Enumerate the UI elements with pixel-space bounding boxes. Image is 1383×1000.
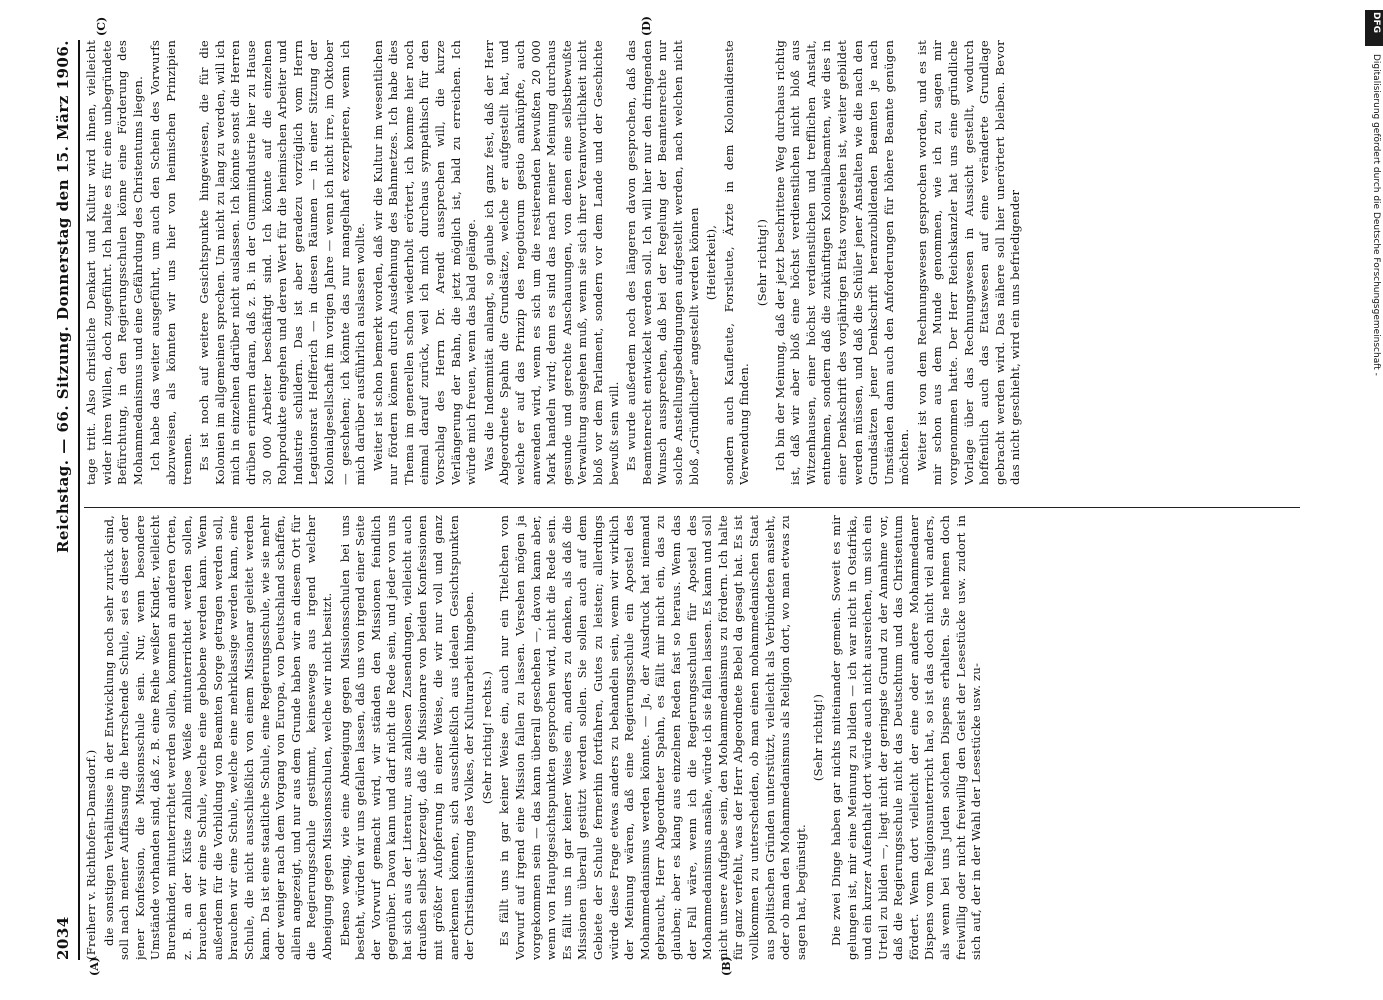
digitization-note xyxy=(1365,10,1383,990)
paragraph: sondern auch Kaufleute, Forstleute, Ärzte in dem Kolonialdienste Verwendung finden. xyxy=(721,40,752,485)
paragraph: Es fällt uns in gar keiner Weise ein, auch nur ein Titelchen von Vorwurf auf irgend eine Mission fallen zu lassen. Versehen mögen ja vorgekommen sein — das kann überall geschehen —, davon kann aber, wenn von Hauptgesichtspunkten gesprochen wird, nicht die Rede sein. Es fällt uns in gar keiner Weise ein, anders zu denken, als daß die Missionen überall gestützt werden sollen. Sie sollen auch auf dem Gebiete der Schule fernerhin fortfahren, Gutes zu leisten; allerdings würde diese Frage etwas anders zu behandeln sein, wenn wir wirklich der Meinung wären, daß eine Regierungsschule ein Apostel des Mohammedanismus werden könnte. — Ja, der Ausdruck hat niemand gebraucht, Herr Abgeordneter Spahn, es fällt mir nicht ein, das zu glauben; aber es klang aus einzelnen Reden fast so heraus. Wenn das der Fall wäre, wenn ich die Regierungsschulen für Apostel des Mohammedanismus ansähe, würde ich sie fallen lassen. Es kann und soll nicht unsere Aufgabe sein, den Mohammedanismus zu fördern. Ich halte für ganz verfehlt, was der Herr Abgeordnete Bebel da gesagt hat. Es ist vollkommen zu unterscheiden, ob man einen mohammedanischen Staat aus politischen Gründen unterstützt, vielleicht als Verbündeten ansieht, oder ob man den Mohammedanismus als Religion dort, wo man etwas zu sagen hat, begünstigt. xyxy=(497,515,808,960)
page-number: 2034 xyxy=(54,916,72,960)
margin-marker-a: (A) xyxy=(88,957,101,976)
interjection: (Sehr richtig!) xyxy=(754,218,769,307)
speaker-line: (Freiherr v. Richthofen-Damsdorf.) xyxy=(84,749,98,960)
paragraph: die sonstigen Verhältnisse in der Entwicklung noch sehr zurück sind, soll nach meiner Auffassung die herrschende Schule, sei es dieser oder jener Konfession, die Missionsschule sein. Nur, wenn besondere Umstände vorhanden sind, daß z. B. eine Reihe weißer Kinder, vielleicht Burenkinder, mitunterrichtet werden sollen, kommen an anderen Orten, z. B. an der Küste zahllose Weiße mitunterrichtet werden sollen, brauchen wir eine Schule, welche eine gehobene werden kann. Wenn außerdem für die Vorbildung von Beamten Sorge getragen werden soll, brauchen wir eine Schule, welche eine mehrklassige werden kann, eine Schule, die nicht ausschließlich von einem Missionar geleitet werden kann. Da ist eine staatliche Schule, eine Regierungsschule, wie sie mehr oder weniger nach dem Vorgang von Europa, von Deutschland schaffen, allein angezeigt, und nur aus dem Grunde haben wir an diesem Ort für die Regierungsschule gestimmt, keineswegs aus irgend welcher Abneigung gegen Missionsschulen, welche wir nicht besitzt. xyxy=(101,515,334,960)
interjection: (Sehr richtig!) xyxy=(811,693,826,782)
paragraph: Es ist noch auf weitere Gesichtspunkte hingewiesen, die für die Kolonien im allgemeinen sprechen. Um nicht zu lang zu werden, will ich mich in einzelnen darüber nicht auslassen. Ich könnte sonst die Herren drüben erinnern daran, daß z. B. in der Gummiindustrie hier zu Hause 30 000 Arbeiter beschäftigt sind. Ich könnte auf die einzelnen Rohprodukte eingehen und deren Wert für die heimischen Arbeiter und Industrie schildern. Das ist aber geradezu vorzüglich vom Herrn Legationsrat Helfferich — in diesen Räumen — in einer Sitzung der Kolonialgesellschaft im vorigen Jahre — wenn ich nicht irre, im Oktober — geschehen; ich könnte das nur mangelhaft exzerpieren, wenn ich mich darüber ausführlich auslassen wollte. xyxy=(197,40,368,485)
page-header xyxy=(52,40,74,960)
paragraph: Ich habe das weiter ausgeführt, um auch den Schein des Vorwurfs abzuweisen, als könnten wir uns hier von heimischen Prinzipien trennen. xyxy=(148,40,194,485)
paragraph: Weiter ist von dem Rechnungswesen gesprochen worden, und es ist mir schon aus dem Munde genommen, wie ich zu sagen mir vorgenommen hatte. Der Herr Reichskanzler hat uns eine gründliche Vorlage über das Rechnungswesen in Aussicht gestellt, wodurch hoffentlich auch das Etatswesen auf eine veränderte Grundlage gebracht werden wird. Das nähere soll hier unerörtert bleiben. Bevor das nicht geschieht, wird ein uns befriedigender xyxy=(914,40,1023,485)
dfg-logo-text: DFG xyxy=(1371,12,1381,34)
paragraph: Was die Indemnität anlangt, so glaube ich ganz fest, daß der Herr Abgeordnete Spahn die Grundsätze, welche er aufgestellt hat, und welche er auf das Prinzip des negotiorum gestio anknüpfte, auch anwenden wird, wenn es sich um die restierenden bewußten 20 000 Mark handeln wird; denn es sind das nach meiner Meinung durchaus gesunde und gerechte Anschauungen, von denen eine selbstbewußte Verwaltung ausgehen muß, wenn sie sich ihrer Verantwortlichkeit nicht bloß vor dem Parlament, sondern vor dem Lande und der Geschichte bewußt sein will. xyxy=(481,40,621,485)
column-divider xyxy=(84,507,1300,508)
header-rule xyxy=(78,40,80,960)
interjection: (Sehr richtig! rechts.) xyxy=(479,670,494,805)
paragraph: Ich bin der Meinung, daß der jetzt beschrittene Weg durchaus richtig ist, daß wir aber bloß eine höchst verdienstlichen nicht bloß aus Witzenhausen, einer höchst verdienstlichen und trefflichen Anstalt, entnehmen, sondern daß die zukünftigen Kolonialbeamten, wie dies in einer Denkschrift des vorjährigen Etats vorgesehen ist, weiter gebildet werden müssen, und daß die Schüler jener Anstalten wie die nach den Grundsätzen jener Denkschrift heranzubildenden Beamten je nach Umständen dann auch den Anforderungen für höhere Beamte genügen möchten. xyxy=(772,40,912,485)
margin-marker-d: (D) xyxy=(640,16,653,36)
margin-marker-c: (C) xyxy=(95,16,108,36)
paragraph: Es wurde außerdem noch des längeren davon gesprochen, daß das Beamtenrecht entwickelt werden soll. Ich will hier nur den dringenden Wunsch aussprechen, daß bei der Regelung der Beamtenrechte nur solche Anstellungsbedingungen aufgestellt werden, nach welchen nicht bloß „Gründlicher“ angestellt werden können xyxy=(624,40,701,485)
paragraph: Ebenso wenig, wie eine Abneigung gegen Missionsschulen bei uns besteht, würden wir uns gefallen lassen, daß uns von irgend einer Seite der Vorwurf gemacht wird, wir ständen den Missionen feindlich gegenüber. Davon kann und darf nicht die Rede sein, und jeder von uns hat sich aus der Literatur, aus zahllosen Zusendungen, vielleicht auch draußen selbst überzeugt, daß die Missionare von beiden Konfessionen mit größter Aufopferung in einer Weise, die wir nur voll und ganz anerkennen können, sich ausschließlich aus idealen Gesichtspunkten der Christianisierung des Volkes, der Kulturarbeit hingeben. xyxy=(337,515,477,960)
margin-marker-b: (B) xyxy=(720,956,733,976)
interjection: (Heiterkeit), xyxy=(704,224,719,301)
paragraph: tage tritt. Also christliche Denkart und Kultur wird ihnen, vielleicht wider ihren Willen, doch zugeführt. Ich halte es für eine unbegründete Befürchtung, in den Regierungsschulen könne eine Förderung des Mohammedanismus und eine Gefährdung des Christentums liegen. xyxy=(84,40,145,485)
right-column xyxy=(84,40,1300,485)
dfg-logo xyxy=(1365,10,1383,46)
paragraph: Weiter ist schon bemerkt worden, daß wir die Kultur im wesentlichen nur fördern können durch Ausdehnung des Bahnnetzes. Ich habe dies Thema im generellen schon wiederholt erörtert, ich komme hier noch einmal darauf zurück, weil ich mich durchaus sympathisch für den Vorschlag des Herrn Dr. Arendt aussprechen will, die kurze Verlängerung der Bahn, die jetzt möglich ist, bald zu erreichen. Ich würde mich freuen, wenn das bald gelänge. xyxy=(370,40,479,485)
page-title: Reichstag. — 66. Sitzung. Donnerstag den 15. März 1906. xyxy=(54,40,72,554)
left-column xyxy=(84,515,1300,960)
paragraph: Die zwei Dinge haben gar nichts miteinander gemein. Soweit es mir gelungen ist, mir eine Meinung zu bilden — ich war nicht in Ostafrika, und ein kurzer Aufenthalt dort würde auch nicht ausreichen, um sich ein Urteil zu bilden —, liegt nicht der geringste Grund zu der Annahme vor, daß die Regierungsschule nicht das Deutschtum und das Christentum fördert. Wenn dort vielleicht der eine oder andere Mohammedaner Dispens vom Religionsunterricht hat, so ist das doch nicht viel anders, als wenn bei uns Juden solchen Dispens erhalten. Sie nehmen doch freiwillig oder nicht freiwillig den Geist der Lesestücke usw. zudort in sich auf, der in der Wahl der Lesestücke usw. zu- xyxy=(828,515,984,960)
digitization-text: Digitalisierung gefördert durch die Deutsche Forschungsgemeinschaft - xyxy=(1371,54,1381,376)
